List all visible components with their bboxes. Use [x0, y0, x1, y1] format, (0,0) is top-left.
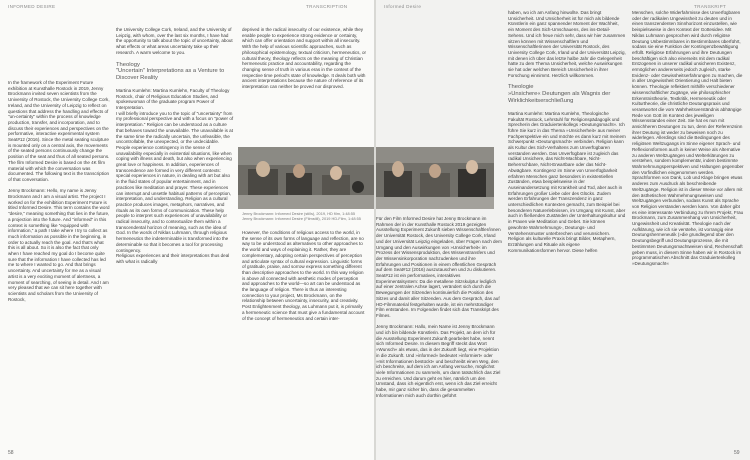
page-number: 58	[8, 450, 14, 456]
film-still-image	[238, 147, 374, 209]
brockmann-paragraph: Jenny Brockmann: Hello, my name is Jenny Brockmann and I am a visual artist. The project I worked on for the exhibition Experiment Future is titled Informed Desire. This term contains the word "desire," meaning something that lies in the future, a projection into the future. And "informed" in this context is something like "equipped with information," a path I take where I try to collect as much information as possible in the beginning, in order to actually reach the goal. And that's what this is all about. So it is also the fact that only when I have reached my goal do I become quite sure that the information I have collected has led me to where I wanted to go. And that brings uncertainty. And uncertainty for me as a visual artist is a very exciting moment of alertness, a moment of searching, of seeing in detail. And I am very pleased that we can sit here together with scientists and scholars from the University of Rostock,	[8, 188, 110, 302]
col2-intro: the University College Cork, Ireland, and the University of Leipzig, with whom, over the last six months, I have had the opportunity to talk about the topic of uncertainty, about what effects or what areas uncertainty take up their research. A warm welcome to you.	[116, 27, 233, 55]
german-intro: Für den Film Informed Desire hat Jenny Brockmann im Rahmen der in der Kunsthalle Rostock 2019 gezeigten Ausstellung Experiment Zukunft sieben Wissenschaftler/innen der Universität Rostock, des University College Cork, Irland und der Universität Leipzig eingeladen, über Fragen nach dem Umgang und den Auswirkungen von »Unsicherheit« im Prozess der Wissensproduktion, des Wissenstransfers und der Wissensinkorporation nachzudenken und ihre Erfahrungen und Positionen in einem öffentlichen Gespräch auf dem Seat#12 (2016) auszutauschen und zu diskutieren. Seat#12 ist ein performatives, interaktives Experimentalsystem: Da die metallene Sitzskulptur lediglich auf einer zentralen Achse lagert, verändert sich durch die Bewegungen der Sitzenden kontinuierlich die Position des Sitzes und damit aller Sitzenden. Aus dem Gespräch, das auf HD-Filmmaterial festgehalten wurde, ist ein mehrstündiger Film entstanden. Im Folgenden findet sich das Transkript des Filmes.	[376, 216, 502, 318]
caption-line-2: Jenny Brockmann: Informed Desire (Filmstill), 2019 HD-Film, 1:48:55	[242, 215, 361, 221]
right-column-3	[632, 10, 744, 452]
running-head-left: INFORMED DESIRE	[8, 4, 56, 9]
kumlehn-paragraph: Martina Kumlehn: Martina Kumlehn, Faculty of Theology Rostock, chair of Religious Education Studies, and spokeswoman of the graduate program Power of Interpretation.	[116, 87, 230, 111]
left-page	[0, 0, 374, 460]
body-paragraph: I will briefly introduce you to the topic of "uncertainty" from my professional perspective and with a focus on "power of interpretation." Religion can be understood as a culture that behaves toward the unavailable. The unavailable is at the same time the radically uncertain, the unfeasible, the uncontrollable, the unexpected, or the undecidable. People experience contingency in the sense of unavailability especially in existential situations, like when coping with illness and death, but also when experiencing great love or happiness. In addition, experiences of transcendence are formed in very different contexts: special experiences in nature, in dealing with art but also in the fluid states of popular entertainment, and in practices like meditation and prayer. These experiences can interrupt and unsettle habitual patterns of perception, interpretation, and understanding. Religion as a cultural practice produces images, metaphors, narratives, and rituals as its own forms of communication. These help people to interpret such experiences of unavailability or radical insecurity, and to contextualize them within a transcendental horizon of meaning, such as the idea of God. In the words of Niklas Luhmann, through religious hermeneutics the indeterminable is transformed into the determinable so that it becomes a tool for processing contingency.	[116, 110, 234, 253]
heading-title: »Unsichere« Deutungen als Wagnis der Wirklichkeitserschließung	[508, 91, 611, 105]
body-paragraph: However, the conditions of religious access to the world, in the sense of its own forms of language and reflection, are no way to be understood as alternatives to other approaches to the world and ways of explaining it. Rather, they are complementary, adopting certain perspectives of perception and articulate syntax of cultural expression. Linguistic forms of gratitude, praise, and sorrow express something different than descriptive approaches to the world. In this way religion is above all connected with aesthetic modes of perception and approaches to the world—so art can be understood as the language of religion. There is thus an interesting connection to your project, Ms Brockmann, on the relationship between uncertainty, insecurity, and creativity. Post Enlightenment theology, as Luhmann put it, is primarily a hermeneutic science that must give a fundamental account of the concept of hermeneutics and certain inter-	[242, 230, 365, 321]
page-number: 59	[734, 450, 740, 456]
right-page	[376, 0, 750, 460]
intro-paragraph: In the framework of the Experiment Future exhibition at Kunsthalle Rostock in 2019, Jenny Brockmann invited seven scientists from the University of Rostock, the University College Cork, Ireland, and the University of Leipzig to reflect on questions that address the handling and effects of "un-certainty" within the process of knowledge production, transfer, and incorporation, and to discuss their experiences and perspectives on the performative, interactive experimental system Seat#12 (2016). Since the metal seating sculpture is mounted only on a central axis, the movements of the seated persons continuously change the position of the seat and thus of all seated persons. The film Informed Desire is based on the 4K film material with which the conversation was documented. The following text is the transcription of that conversation.	[8, 80, 110, 182]
kumlehn-paragraph-de: Martina Kumlehn: Martina Kumlehn, Theologische Fakultät Rostock, Lehrstuhl für Religionspädagogik und Sprecherin des Graduiertenkollegs »Deutungsmacht«. Ich führe Sie kurz in das Thema »Unsicherheit« aus meiner Fachperspektive ein und möchte es dann kurz mit meinem Schwerpunkt »Deutungsmacht« verbinden. Religion kann als Kultur des Sich-Verhaltens zum Unverfügbaren verstanden werden. Das Unverfügbare ist zugleich das radikal Unsichere, das Nicht-Machbare, Nicht-Beherrschbare, Nicht-Erwartbare oder das Nicht-Abwägbare. Kontingenz im Sinne von Unverfügbarkeit erfahren Menschen ganz besonders in existentiellen Zuständen, etwa beispielsweise in der Auseinandersetzung mit Krankheit und Tod, aber auch in Erfahrungen großer Liebe oder des Glücks. Zudem werden Erfahrungen der Transzendenz in ganz unterschiedlichen Kontexten gemacht, zum Beispiel bei besonderen Naturerlebnissen, im Umgang mit Kunst, aber auch in fließenden Zuständen der Unterhaltungskultur und in Praxen wie Meditation und Gebet. Sie können gewohnte Wahrnehmungs-, Deutungs- und Verstehensmuster unterbrechen und verunsichern. Religion als kulturelle Praxis bringt Bilder, Metaphern, Erzählungen und Rituale als eigene Kommunikationsformen hervor. Diese helfen	[508, 110, 626, 253]
brockmann-paragraph-de: Jenny Brockmann: Hallo, mein Name ist Jenny Brockmann und ich bin bildende Künstlerin. Das Projekt, an dem ich für die Ausstellung Experiment Zukunft gearbeitet habe, nennt sich Informed Desire. In diesem Begriff steckt das Wort »Wunsch« als etwas, das in der Zukunft liegt, eine Projektion in die Zukunft. Und »informed« bedeutet »informiert« oder »mit Informationen bestückt« und beschreibt einen Weg, den ich beschreite, auf dem ich am Anfang versuche, möglichst viele Informationen zu sammeln, um dann tatsächlich das Ziel zu erreichen. Und darum geht es hier, nämlich um den Umstand, dass ich eigentlich erst, wenn ich das Ziel erreicht habe, mir ganz sicher bin, dass die gesammelten Informationen mich auch dorthin geführt	[376, 324, 501, 398]
film-still-left	[238, 147, 374, 209]
col1-top: haben, wo ich am Anfang hinwollte. Das bringt Unsicherheit. Und Unsicherheit ist für mich als bildende Künstlerin ein ganz spannender Moment der Wachheit, ein Moment des Sich-Umschauens, des ins-Detail-Sehens. Und ich freue mich sehr, dass wir hier zusammen sitzen können mit Wissenschaftlern und Wissenschaftlerinnen der Universität Rostock, des University College Cork, Irland und der Universität Leipzig, mit denen ich über das letzte halbe Jahr die Gelegenheit hatte zu dem Thema Unsicherheit, welche Auswirkungen sie hat oder welchen Bereich Unsicherheit in ihrer Forschung einnimmt. Herzlich willkommen.	[508, 10, 626, 78]
body-paragraph: Religious experiences and their interpretations thus deal with what is radically	[116, 253, 230, 264]
body-paragraph: deprived in the radical insecurity of our existence, while they enable people to experience strong evidence or certainty, which can offer orientation and support within all insecurity. With the help of various scientific approaches, such as philosophical epistemology, textual criticism, hermeneutics, or cultural theory, theology reflects on the meaning of Christian hermeneutic practice and accountability, regarding the changing sense of truth in various eras in the context of the respective time period's state of knowledge. It deals both with ancient interpretations because the nature of reference of its interpretation can neither be proved nor disproved.	[242, 27, 366, 90]
running-head-left: Informed Desire	[384, 4, 422, 9]
left-column-1	[8, 80, 110, 440]
running-head-right: TRANSCRIPTION	[306, 4, 348, 9]
heading-label: Theology	[116, 61, 140, 68]
left-column-2	[116, 27, 234, 450]
left-column-3-top	[242, 27, 366, 147]
heading-label: Theologie	[508, 84, 534, 91]
photo-caption	[242, 212, 368, 222]
body-paragraph-de: Menschen, solche Widerfahrnisse des Unverfügbaren oder der radikalen Ungewissheit zu deuten und in einen transzendenten Sinnhorizont einzustellen, wie beispielsweise in den Kontext der Gottesidee. Mit Niklas Luhmann gesprochen wird durch religiöse Deutung Unbestimmbares in Bestimmbares überführt, sodass sie eine Funktion der Kontingenzbewältigung erfüllt. Religiöse Erfahrungen und ihre Deutungen beschäftigen sich also einerseits mit dem radikal Entzogenen in unserer radikal unsicheren Existenz, ermöglichen andererseits jedoch zugleich, starke Evidenz- oder Gewissheitserfahrungen zu machen, die in aller Ungewissheit Orientierung und Halt bieten können. Theologie reflektiert mithilfe verschiedener wissenschaftlicher Zugänge, wie philosophischer Erkenntnistheorie, Textkritik, Hermeneutik oder Kulturtheorie, die christliche Deutungspraxis und verantwortet die vom Wahrheitsverständnis abhängige Rede von Gott im Kontext des jeweiligen Wissensstandes einer Zeit. Sie hat es nun mit ansichheren Deutungen zu tun, denn der Referenzsinn ihrer Deutung ist weder zu beweisen noch zu widerlegen. Allerdings sind die Bedingungen des religiösen Weltzugangs im Sinne eigener Sprach- und Reflexionsformen auch in keiner Weise als Alternative zu anderen Weltzugängen und Welterklärungen zu verstehen, sondern komplementär, indem bestimmte Wahrnehmungsperspektiven und Haltungen gegenüber den Vorfindlichen eingenommen werden. Sprachformen von Dank, Lob und Klage bringen etwas anderes zum Ausdruck als beschreibende Weltzugänge. Religion ist in dieser Weise vor allem mit den ästhetischen Wahrnehmungsweisen und Weltzugängen verbunden, sodass Kunst als Sprache von Religion verstanden werden kann. Von daher gibt es eine interessante Verbindung zu Ihrem Projekt, Frau Brockmann, zum Zusammenhang von Unsicherheit, Ungewissheit und Kreativität. Theologie nach der Aufklärung, wie ich sie verstehe, ist vorrangig eine Deutungshermeneutik (»die grundlegend über den Deutungsbegriff und Deutungsprozesse, die mit bestimmten Deutungsmachtweisen sind, Rechenschaft geben muss, in diesem Sinne haben wir in Rostock im programmatischen Abschnitt das Graduiertenkolleg »Deutungsmacht«	[632, 10, 744, 266]
right-intro-column	[376, 216, 502, 452]
left-column-3-bottom	[242, 230, 366, 450]
caption-line-1: Jenny Brockmann: Informed Desire (stills), 2019, HD film, 1:48:55	[242, 211, 356, 216]
section-heading-de	[508, 84, 626, 104]
running-head-right: TRANSKRIPT	[694, 4, 727, 9]
right-column-2	[508, 10, 626, 452]
section-heading	[116, 62, 234, 82]
heading-title: "Uncertain" Interpretations as a Venture to Discover Reality	[116, 68, 225, 82]
